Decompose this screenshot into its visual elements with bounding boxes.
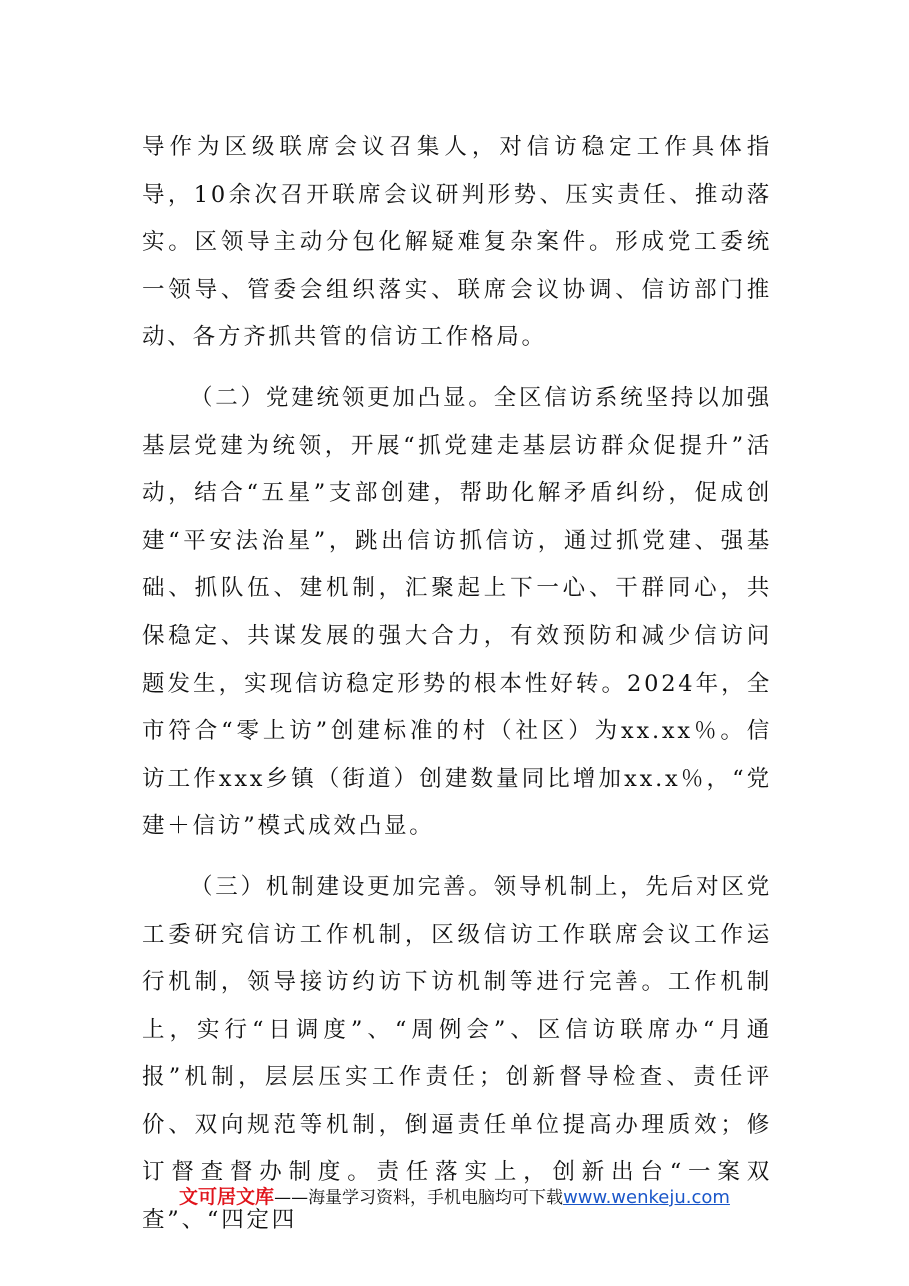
footer-slogan: ——海量学习资料，手机电脑均可下载 bbox=[274, 1188, 564, 1208]
paragraph-mechanism: （三）机制建设更加完善。领导机制上，先后对区党工委研究信访工作机制，区级信访工作联席会议工作运行机制，领导接访约访下访机制等进行完善。工作机制上，实行“日调度”、“周例会”、区信访联席办“月通报”机制，层层压实工作责任；创新督导检查、责任评价、双向规范等机制，倒逼责任单位提高办理质效；修订督查督办制度。责任落实上，创新出台“一案双查”、“四定四 bbox=[142, 873, 772, 1234]
document-body bbox=[142, 124, 772, 1245]
paragraph-party-building: （二）党建统领更加凸显。全区信访系统坚持以加强基层党建为统领，开展“抓党建走基层访群众促提升”活动，结合“五星”支部创建，帮助化解矛盾纠纷，促成创建“平安法治星”，跳出信访抓信访，通过抓党建、强基础、抓队伍、建机制，汇聚起上下一心、干群同心，共保稳定、共谋发展的强大合力，有效预防和减少信访问题发生，实现信访稳定形势的根本性好转。2024年，全市符合“零上访”创建标准的村（社区）为xx.xx％。信访工作xxx乡镇（街道）创建数量同比增加xx.x％，“党建＋信访”模式成效凸显。 bbox=[142, 384, 772, 840]
footer-watermark bbox=[0, 1182, 909, 1209]
paragraph-continuation: 导作为区级联席会议召集人，对信访稳定工作具体指导，10余次召开联席会议研判形势、压实责任、推动落实。区领导主动分包化解疑难复杂案件。形成党工委统一领导、管委会组织落实、联席会议协调、信访部门推动、各方齐抓共管的信访工作格局。 bbox=[142, 134, 772, 351]
footer-site-link[interactable]: www.wenkeju.com bbox=[563, 1187, 730, 1208]
footer-brand: 文可居文库 bbox=[179, 1186, 275, 1208]
